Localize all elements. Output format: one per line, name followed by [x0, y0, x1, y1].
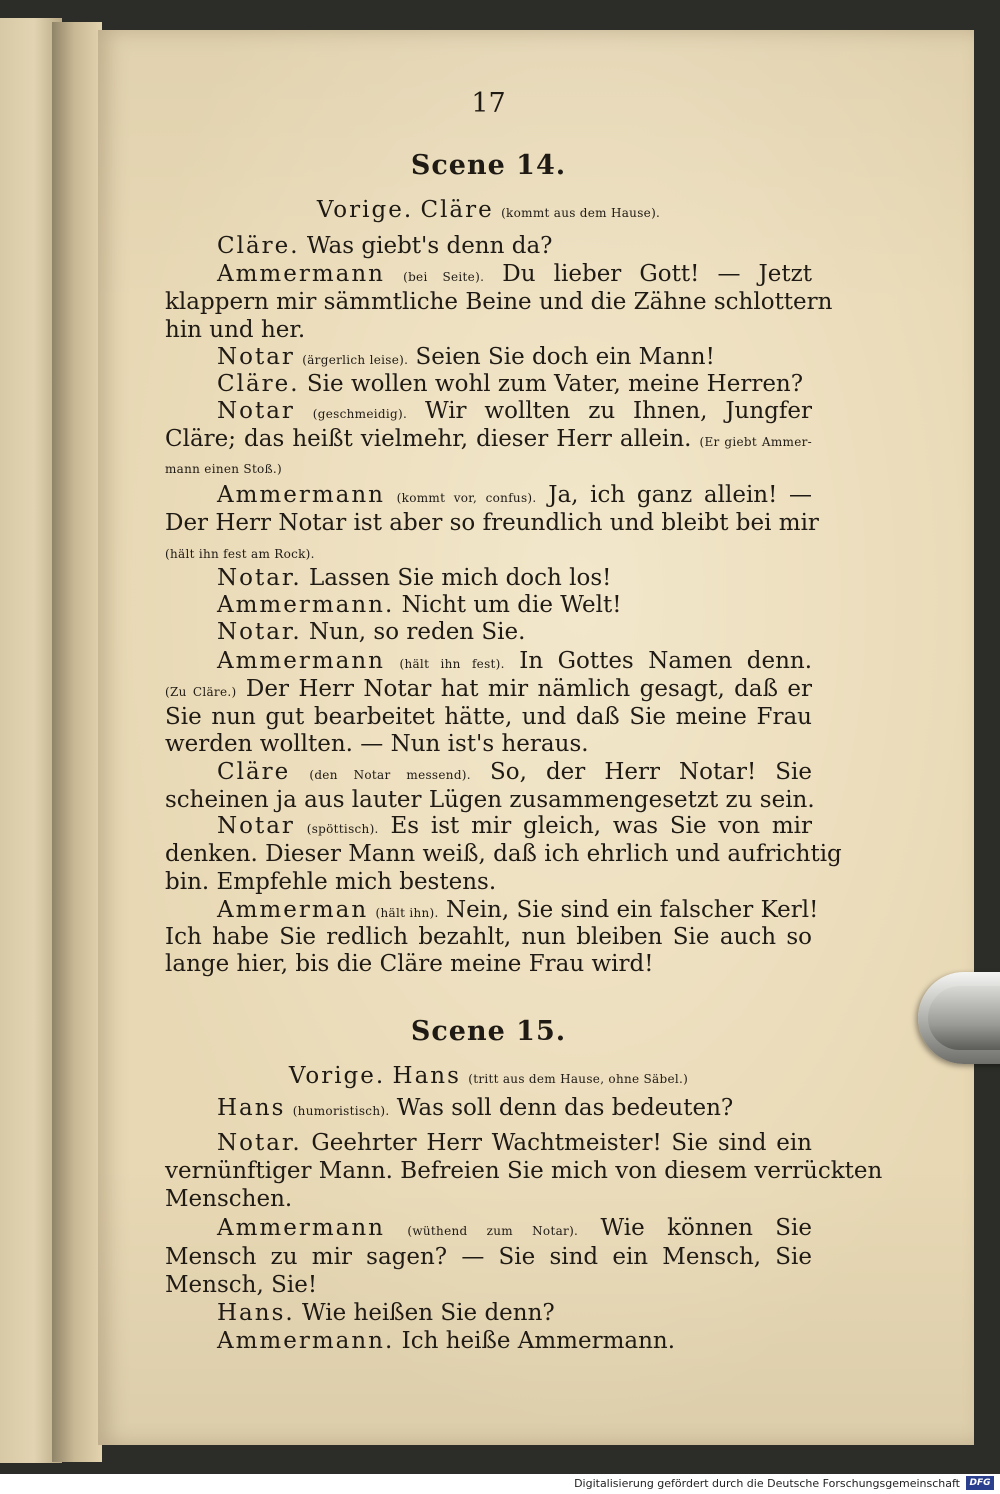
- speaker-name: Notar.: [217, 1130, 302, 1156]
- dialogue-line: [165, 1244, 812, 1270]
- dialogue-line: [165, 1328, 812, 1354]
- dialogue-line: [165, 924, 812, 950]
- dialogue-line: [165, 1300, 812, 1326]
- dialogue-text: werden wollten. — Nun ist's heraus.: [165, 731, 589, 757]
- dialogue-line: [165, 398, 812, 424]
- stage-direction: (ärgerlich leise).: [302, 353, 409, 367]
- stage-direction: (hält ihn).: [375, 906, 439, 920]
- dialogue-line: [165, 426, 812, 452]
- dialogue-line: [165, 704, 812, 730]
- dialogue-text: Was soll denn das bedeuten?: [396, 1095, 734, 1121]
- stage-direction: (Er giebt Ammer-: [699, 435, 812, 449]
- dialogue-line: [165, 261, 812, 287]
- dialogue-line: [165, 648, 812, 674]
- speaker-name: Ammermann: [217, 482, 385, 508]
- dialogue-line: [165, 1095, 812, 1121]
- dialogue-text: scheinen ja aus lauter Lügen zusammengesetzt zu sein.: [165, 787, 815, 813]
- speaker-name: Ammermann: [217, 261, 385, 287]
- dialogue-line: [165, 869, 812, 895]
- speaker-name: Notar.: [217, 565, 302, 591]
- dialogue-text: In Gottes Namen denn.: [519, 648, 813, 674]
- speaker-name: Ammermann: [217, 648, 385, 674]
- stage-direction: (wüthend zum Notar).: [407, 1224, 579, 1238]
- dialogue-text: Menschen.: [165, 1186, 293, 1212]
- dialogue-line: [165, 841, 842, 867]
- dialogue-line: [165, 592, 812, 618]
- scene-14-heading: Scene 14.: [410, 150, 567, 181]
- stage-direction: (hält ihn fest).: [399, 657, 505, 671]
- cast-speaker: Cläre: [420, 197, 494, 223]
- dialogue-text: klappern mir sämmtliche Beine und die Zähne schlottern: [165, 289, 833, 315]
- dialogue-text: hin und her.: [165, 317, 306, 343]
- scene-15-heading: Scene 15.: [410, 1016, 567, 1047]
- dialogue-line: [165, 731, 812, 757]
- dialogue-text: Der Herr Notar hat mir nämlich gesagt, daß er: [245, 676, 812, 702]
- speaker-name: Cläre.: [217, 371, 300, 397]
- dialogue-line: [165, 787, 815, 813]
- scene-14-cast: [165, 197, 812, 223]
- dialogue-text: Wie können Sie: [600, 1215, 812, 1241]
- dialogue-line: [165, 951, 812, 977]
- cast-label: Vorige.: [316, 197, 414, 223]
- dialogue-line: [165, 233, 812, 259]
- speaker-name: Ammermann.: [217, 592, 395, 618]
- speaker-name: Ammermann.: [217, 1328, 395, 1354]
- speaker-name: Cläre.: [217, 233, 300, 259]
- dialogue-line: [165, 1186, 812, 1212]
- speaker-name: Notar: [217, 813, 295, 839]
- dialogue-line: [165, 619, 812, 645]
- dialogue-text: Du lieber Gott! — Jetzt: [502, 261, 812, 287]
- dialogue-line: [165, 482, 812, 508]
- dialogue-text: vernünftiger Mann. Befreien Sie mich von diesem verrückten: [165, 1158, 883, 1184]
- dialogue-text: Lassen Sie mich doch los!: [309, 565, 612, 591]
- dialogue-text: bin. Empfehle mich bestens.: [165, 869, 497, 895]
- speaker-name: Notar.: [217, 619, 302, 645]
- dialogue-line: [165, 897, 819, 923]
- dialogue-text: Wir wollten zu Ihnen, Jungfer: [424, 398, 813, 424]
- scene-15-cast: [165, 1063, 812, 1089]
- dialogue-text: Nicht um die Welt!: [401, 592, 622, 618]
- dialogue-line: [165, 1215, 812, 1241]
- dialogue-line: [165, 289, 833, 315]
- speaker-name: Notar: [217, 398, 295, 424]
- cast-direction: (tritt aus dem Hause, ohne Säbel.): [468, 1072, 689, 1086]
- dialogue-text: Nun, so reden Sie.: [309, 619, 526, 645]
- dialogue-text: Wie heißen Sie denn?: [302, 1300, 555, 1326]
- dialogue-text: Ja, ich ganz allein! —: [548, 482, 813, 508]
- dialogue-text: Nein, Sie sind ein falscher Kerl!: [445, 897, 819, 923]
- dialogue-line: [165, 317, 812, 343]
- dialogue-text: Was giebt's denn da?: [306, 233, 553, 259]
- dialogue-text: Mensch zu mir sagen? — Sie sind ein Mensch, Sie: [165, 1244, 812, 1270]
- dialogue-line: [165, 1130, 812, 1156]
- footer-credit: Digitalisierung gefördert durch die Deutsche Forschungsgemeinschaft: [574, 1477, 960, 1490]
- dialogue-text: So, der Herr Notar! Sie: [489, 759, 812, 785]
- dialogue-text: Es ist mir gleich, was Sie von mir: [390, 813, 813, 839]
- dialogue-text: Cläre; das heißt vielmehr, dieser Herr allein.: [165, 426, 692, 452]
- dialogue-text: Ich heiße Ammermann.: [401, 1328, 676, 1354]
- dialogue-text: Geehrter Herr Wachtmeister! Sie sind ein: [311, 1130, 812, 1156]
- stage-direction: (spöttisch).: [306, 822, 379, 836]
- stage-direction: (kommt vor, confus).: [396, 491, 537, 505]
- stage-direction: (geschmeidig).: [312, 407, 408, 421]
- speaker-name: Ammerman: [217, 897, 369, 923]
- dialogue-line: [165, 453, 812, 479]
- stage-direction: (bei Seite).: [403, 270, 485, 284]
- speaker-name: Hans: [217, 1095, 286, 1121]
- dialogue-text: lange hier, bis die Cläre meine Frau wird!: [165, 951, 654, 977]
- dialogue-line: [165, 565, 812, 591]
- cast-direction: (kommt aus dem Hause).: [501, 206, 661, 220]
- speaker-name: Cläre: [217, 759, 291, 785]
- dialogue-text: Seien Sie doch ein Mann!: [415, 344, 715, 370]
- dialogue-text: Der Herr Notar ist aber so freundlich und bleibt bei mir: [165, 510, 819, 536]
- stage-direction: (humoristisch).: [292, 1104, 390, 1118]
- stage-direction: mann einen Stoß.): [165, 462, 282, 476]
- dialogue-text: Mensch, Sie!: [165, 1272, 318, 1298]
- dialogue-line: [165, 510, 819, 536]
- stage-direction: (Zu Cläre.): [165, 685, 237, 699]
- dialogue-text: Ich habe Sie redlich bezahlt, nun bleiben Sie auch so: [165, 924, 812, 950]
- page-clip-inner: [928, 986, 1000, 1050]
- dialogue-text: denken. Dieser Mann weiß, daß ich ehrlich und aufrichtig: [165, 841, 842, 867]
- cast-speaker: Hans: [392, 1063, 461, 1089]
- dialogue-line: [165, 1158, 883, 1184]
- dialogue-line: [165, 344, 812, 370]
- cast-label: Vorige.: [288, 1063, 386, 1089]
- stage-direction: (hält ihn fest am Rock).: [165, 547, 315, 561]
- speaker-name: Hans.: [217, 1300, 295, 1326]
- book-gutter: [52, 22, 102, 1462]
- speaker-name: Notar: [217, 344, 295, 370]
- dialogue-line: [165, 538, 812, 564]
- speaker-name: Ammermann: [217, 1215, 385, 1241]
- dialogue-line: [165, 371, 812, 397]
- dialogue-text: Sie nun gut bearbeitet hätte, und daß Sie meine Frau: [165, 704, 812, 730]
- dialogue-line: [165, 676, 812, 702]
- dialogue-text: Sie wollen wohl zum Vater, meine Herren?: [306, 371, 804, 397]
- dialogue-line: [165, 1272, 812, 1298]
- dfg-logo: DFG: [966, 1476, 994, 1490]
- page-number: 17: [471, 88, 506, 119]
- dialogue-line: [165, 813, 812, 839]
- stage-direction: (den Notar messend).: [309, 768, 471, 782]
- dialogue-line: [165, 759, 812, 785]
